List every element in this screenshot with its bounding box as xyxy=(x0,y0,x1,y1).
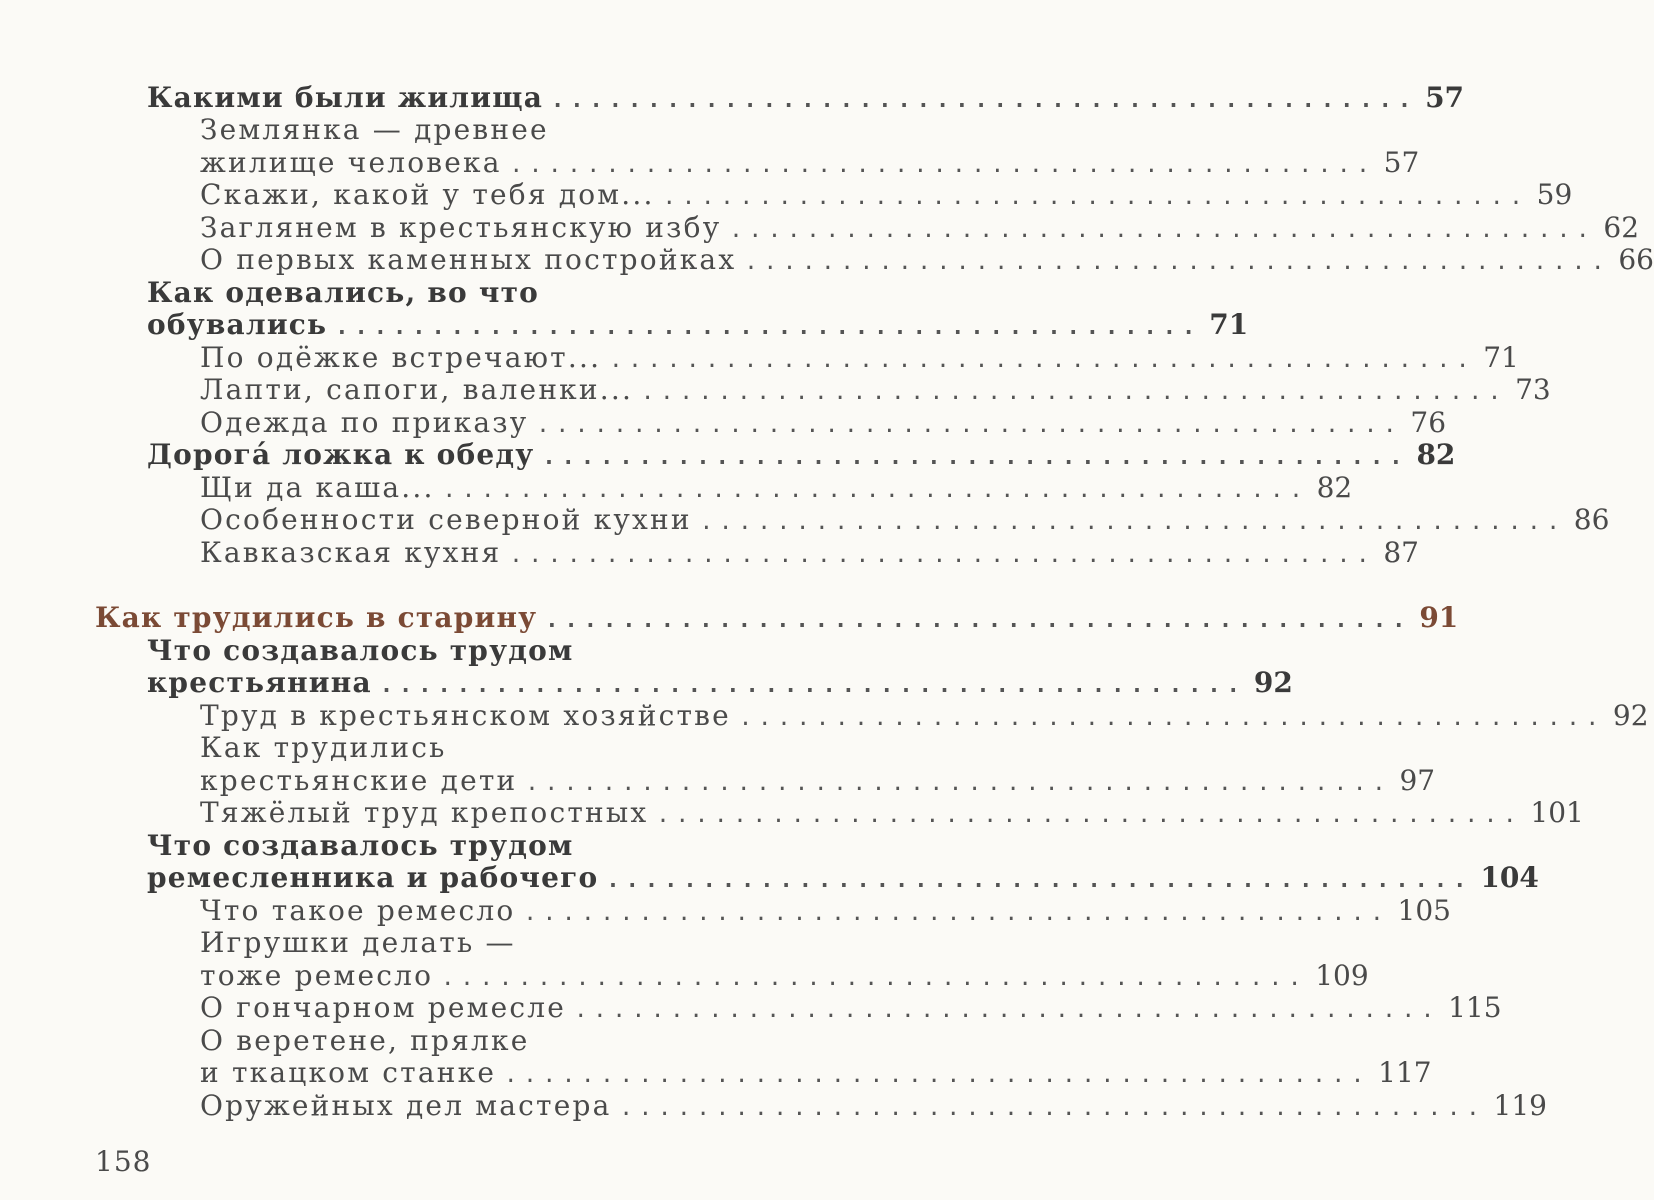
toc-heading-clothing[interactable] xyxy=(147,275,870,309)
toc-entry-title: Дорога́ ложка к обеду xyxy=(147,438,535,471)
dot-leader: ............................................. xyxy=(525,771,1392,796)
toc-entry-title: Одежда по приказу xyxy=(200,406,529,439)
toc-heading-craftsman-cont[interactable] xyxy=(147,860,1539,894)
toc-page-number: 104 xyxy=(1480,861,1539,894)
dot-leader: ............................................. xyxy=(379,673,1246,698)
toc-entry-title: Скажи, какой у тебя дом... xyxy=(200,178,655,211)
toc-entry[interactable] xyxy=(200,893,1451,927)
toc-heading-food[interactable] xyxy=(147,437,1456,471)
dot-leader: ............................................. xyxy=(509,543,1376,568)
toc-page-number: 66 xyxy=(1618,243,1654,276)
toc-entry-title: Оружейных дел мастера xyxy=(200,1089,612,1122)
toc-entry[interactable] xyxy=(200,990,1502,1024)
page-number: 158 xyxy=(95,1145,152,1178)
toc-entry-title: Какими были жилища xyxy=(147,81,544,114)
toc-page-number: 115 xyxy=(1448,991,1502,1024)
toc-page-number: 71 xyxy=(1483,341,1519,374)
toc-entry[interactable] xyxy=(200,1088,1547,1122)
toc-entry[interactable] xyxy=(200,1023,870,1057)
toc-page-number: 86 xyxy=(1573,503,1610,536)
toc-entry[interactable] xyxy=(200,958,1369,992)
dot-leader: ............................................. xyxy=(536,413,1403,438)
dot-leader: ............................................. xyxy=(335,315,1202,340)
toc-entry-title: тоже ремесло xyxy=(200,959,434,992)
toc-entry-title: крестьянина xyxy=(147,666,372,699)
dot-leader: ............................................. xyxy=(504,1063,1371,1088)
toc-entry-title: Что создавалось трудом xyxy=(147,829,574,862)
toc-page-number: 101 xyxy=(1530,796,1584,829)
toc-section-title: Как трудились в старину xyxy=(95,601,538,634)
toc-entry[interactable] xyxy=(200,730,870,764)
toc-page-number: 119 xyxy=(1493,1089,1547,1122)
toc-entry[interactable] xyxy=(200,698,1649,732)
toc-entry[interactable] xyxy=(200,405,1447,439)
toc-entry-title: Щи да каша... xyxy=(200,471,435,504)
toc-entry-title: жилище человека xyxy=(200,146,502,179)
toc-entry[interactable] xyxy=(200,502,1610,536)
toc-page-number: 82 xyxy=(1316,471,1353,504)
dot-leader: ............................................. xyxy=(744,250,1611,275)
toc-entry[interactable] xyxy=(200,925,870,959)
dot-leader: ............................................. xyxy=(542,445,1409,470)
toc-entry[interactable] xyxy=(200,145,1420,179)
toc-entry-title: Землянка — древнее xyxy=(200,113,549,146)
toc-entry[interactable] xyxy=(200,535,1419,569)
dot-leader: ............................................. xyxy=(551,88,1418,113)
toc-section-work[interactable] xyxy=(95,600,1459,634)
toc-entry-title: Что такое ремесло xyxy=(200,894,516,927)
toc-page-number: 92 xyxy=(1612,699,1649,732)
toc-page-number: 87 xyxy=(1383,536,1419,569)
toc-entry-title: Кавказская кухня xyxy=(200,536,502,569)
toc-page-number: 57 xyxy=(1383,146,1420,179)
toc-entry[interactable] xyxy=(200,470,1353,504)
toc-heading-peasant[interactable] xyxy=(147,633,870,667)
toc-page-number: 73 xyxy=(1515,373,1551,406)
toc-page-number: 62 xyxy=(1603,211,1640,244)
toc-entry[interactable] xyxy=(200,210,1640,244)
dot-leader: ............................................. xyxy=(729,218,1596,243)
dot-leader: ............................................. xyxy=(656,803,1523,828)
dot-leader: ............................................. xyxy=(545,608,1412,633)
toc-entry-title: обувались xyxy=(147,308,328,341)
toc-entry[interactable] xyxy=(200,177,1573,211)
toc-page-number: 91 xyxy=(1419,601,1459,634)
toc-entry[interactable] xyxy=(200,763,1436,797)
toc-entry-title: и ткацком станке xyxy=(200,1056,497,1089)
toc-heading-peasant-cont[interactable] xyxy=(147,665,1293,699)
toc-page-number: 117 xyxy=(1378,1056,1432,1089)
dot-leader: ............................................. xyxy=(609,348,1476,373)
dot-leader: ............................................. xyxy=(606,868,1473,893)
toc-page-number: 97 xyxy=(1399,764,1436,797)
toc-entry-title: Лапти, сапоги, валенки... xyxy=(200,373,634,406)
toc-entry[interactable] xyxy=(200,112,870,146)
toc-entry[interactable] xyxy=(200,795,1584,829)
dot-leader: ............................................. xyxy=(523,901,1390,926)
toc-page-number: 92 xyxy=(1253,666,1293,699)
dot-leader: ............................................. xyxy=(441,966,1308,991)
toc-entry-title: Как трудились xyxy=(200,731,447,764)
toc-page-number: 82 xyxy=(1416,438,1456,471)
toc-page-number: 105 xyxy=(1397,894,1451,927)
toc-entry[interactable] xyxy=(200,340,1519,374)
toc-entry-title: Тяжёлый труд крепостных xyxy=(200,796,649,829)
toc-entry[interactable] xyxy=(200,372,1551,406)
toc-page-number: 76 xyxy=(1410,406,1447,439)
toc-page-number: 59 xyxy=(1536,178,1573,211)
dot-leader: ............................................. xyxy=(619,1096,1486,1121)
toc-heading-clothing-cont[interactable] xyxy=(147,307,1249,341)
toc-entry-title: Труд в крестьянском хозяйстве xyxy=(200,699,731,732)
dot-leader: ............................................. xyxy=(641,380,1508,405)
dot-leader: ............................................. xyxy=(442,478,1309,503)
toc-entry-title: Заглянем в крестьянскую избу xyxy=(200,211,722,244)
toc-entry-title: О первых каменных постройках xyxy=(200,243,737,276)
toc-entry-title: Игрушки делать — xyxy=(200,926,516,959)
toc-entry-title: Особенности северной кухни xyxy=(200,503,692,536)
dot-leader: ............................................. xyxy=(738,706,1605,731)
toc-page-number: 109 xyxy=(1315,959,1369,992)
toc-entry-title: Что создавалось трудом xyxy=(147,634,574,667)
toc-entry-title: Как одевались, во что xyxy=(147,276,539,309)
dot-leader: ............................................. xyxy=(574,998,1441,1023)
dot-leader: ............................................. xyxy=(699,510,1566,535)
toc-entry-title: О веретене, прялке xyxy=(200,1024,530,1057)
dot-leader: ............................................. xyxy=(509,153,1376,178)
toc-page-number: 71 xyxy=(1209,308,1249,341)
toc-entry-title: ремесленника и рабочего xyxy=(147,861,599,894)
toc-entry[interactable] xyxy=(200,1055,1432,1089)
toc-entry-title: О гончарном ремесле xyxy=(200,991,567,1024)
toc-heading-craftsman[interactable] xyxy=(147,828,870,862)
toc-entry[interactable] xyxy=(200,242,1654,276)
toc-page-number: 57 xyxy=(1425,81,1465,114)
toc-entry-title: крестьянские дети xyxy=(200,764,518,797)
toc-heading-dwellings[interactable] xyxy=(147,80,1465,114)
toc-entry-title: По одёжке встречают... xyxy=(200,341,602,374)
dot-leader: ............................................. xyxy=(662,185,1529,210)
